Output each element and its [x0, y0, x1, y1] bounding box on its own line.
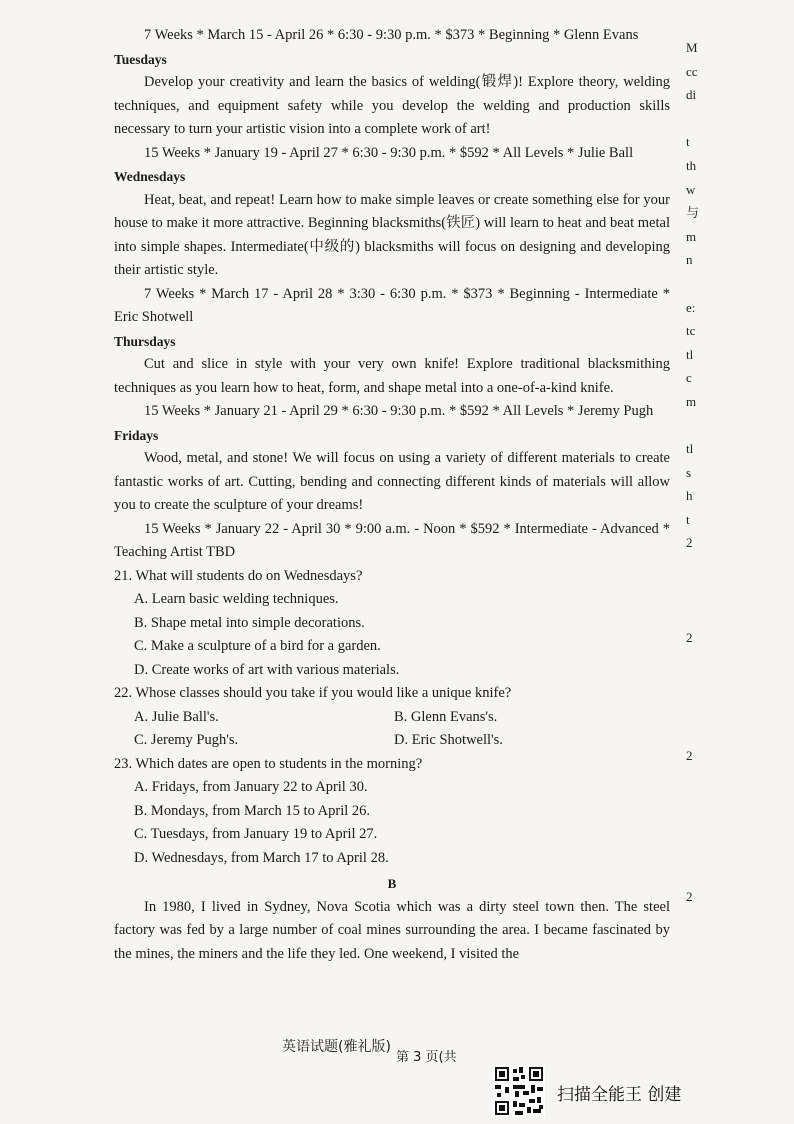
edge-fragment	[686, 697, 708, 721]
question-23: 23. Which dates are open to students in the morning?	[114, 755, 423, 772]
q23-option-d: D. Wednesdays, from March 17 to April 28.	[134, 849, 389, 866]
edge-fragment: di	[686, 87, 697, 103]
tuesday-heading: Tuesdays	[114, 51, 167, 67]
edge-fragment	[686, 602, 708, 626]
edge-fragment: h	[686, 488, 693, 504]
tuesday-info: 15 Weeks * January 19 - April 27 * 6:30 - 9:30 p.m. * $592 * All Levels * Julie Ball	[144, 144, 634, 161]
q22-options-row-2	[134, 729, 670, 753]
edge-fragment	[686, 272, 708, 296]
q23-option-c: C. Tuesdays, from January 19 to April 27.	[134, 826, 378, 842]
section-b-paragraph: In 1980, I lived in Sydney, Nova Scotia which was a dirty steel town then. The steel factory was fed by a large number of coal mines surrounding the area. I became fascinated by the mines, the miners and the life they led. One weekend, I visited the	[114, 898, 670, 962]
edge-fragment: t	[686, 511, 690, 527]
edge-fragment: s	[686, 464, 692, 480]
thursday-description: Cut and slice in style with your very own knife! Explore traditional blacksmithing techniques as you learn how to heat, form, and shape metal into a one-of-a-kind knife.	[114, 356, 670, 396]
edge-fragment: 与	[686, 205, 700, 221]
edge-fragment: cc	[686, 63, 698, 79]
edge-fragment: w	[686, 181, 696, 197]
edge-fragment	[686, 767, 708, 791]
edge-fragment: e:	[686, 299, 696, 315]
edge-fragment	[686, 414, 708, 438]
edge-fragment: 2	[686, 535, 693, 551]
qr-code-icon	[493, 1065, 545, 1117]
edge-fragment: 2	[686, 747, 693, 763]
wednesday-heading: Wednesdays	[114, 169, 186, 184]
q22-option-c: C. Jeremy Pugh's.	[134, 732, 239, 748]
edge-fragment: n	[686, 252, 693, 268]
main-column	[114, 24, 670, 966]
edge-fragment: m	[686, 393, 697, 409]
edge-fragment	[686, 720, 708, 744]
q22-option-a: A. Julie Ball's.	[134, 708, 219, 725]
q21-option-d: D. Create works of art with various materials.	[134, 661, 400, 678]
friday-description: Wood, metal, and stone! We will focus on using a variety of different materials to create fantastic works of art. Cutting, bending and connecting different kinds of materials will allow you to create the sculpture of your dreams!	[114, 450, 670, 513]
edge-fragment: tl	[686, 346, 694, 362]
edge-fragment	[686, 862, 708, 886]
adjacent-page-edge	[686, 36, 708, 909]
edge-fragment: t	[686, 134, 690, 150]
section-b-title: B	[387, 876, 397, 891]
edge-fragment	[686, 579, 708, 603]
footer-exam-label: 英语试题(雅礼版)	[282, 1039, 391, 1055]
edge-fragment: c	[686, 370, 692, 386]
q22-options-row-1	[134, 706, 670, 730]
edge-fragment	[686, 107, 708, 131]
edge-fragment: m	[686, 228, 697, 244]
scanner-watermark-text: 扫描全能王 创建	[557, 1085, 682, 1105]
edge-fragment: th	[686, 157, 697, 173]
edge-fragment: 2	[686, 629, 693, 645]
thursday-heading: Thursdays	[114, 333, 176, 349]
q21-option-a: A. Learn basic welding techniques.	[134, 591, 339, 607]
edge-fragment	[686, 838, 708, 862]
edge-fragment	[686, 649, 708, 673]
edge-fragment: M	[686, 40, 698, 55]
edge-fragment: tl	[686, 441, 694, 457]
edge-fragment: 2	[686, 889, 693, 905]
edge-fragment	[686, 791, 708, 815]
footer-page-number: 第 3 页(共	[396, 1050, 457, 1065]
wednesday-info: 7 Weeks * March 17 - April 28 * 3:30 - 6:30 p.m. * $373 * Beginning - Intermediate * Eric Shotwell	[114, 285, 670, 325]
friday-heading: Fridays	[114, 427, 159, 443]
edge-fragment	[686, 815, 708, 839]
q23-option-a: A. Fridays, from January 22 to April 30.	[134, 779, 368, 795]
edge-fragment	[686, 555, 708, 579]
monday-info: 7 Weeks * March 15 - April 26 * 6:30 - 9:30 p.m. * $373 * Beginning * Glenn Evans	[144, 27, 639, 43]
q21-option-b: B. Shape metal into simple decorations.	[134, 614, 365, 631]
question-21: 21. What will students do on Wednesdays?	[114, 567, 363, 584]
q23-option-b: B. Mondays, from March 15 to April 26.	[134, 802, 371, 819]
friday-info: 15 Weeks * January 22 - April 30 * 9:00 a.m. - Noon * $592 * Intermediate - Advanced * Teaching Artist TBD	[114, 520, 670, 560]
q22-option-d: D. Eric Shotwell's.	[394, 732, 503, 748]
q22-option-b: B. Glenn Evans's.	[394, 708, 498, 725]
thursday-info: 15 Weeks * January 21 - April 29 * 6:30 - 9:30 p.m. * $592 * All Levels * Jeremy Pugh	[144, 403, 654, 419]
question-22: 22. Whose classes should you take if you would like a unique knife?	[114, 685, 512, 701]
wednesday-description: Heat, beat, and repeat! Learn how to make simple leaves or create something else for your house to make it more attractive. Beginning blacksmiths(铁匠) will learn to heat and beat metal into simple shapes. Intermediate(中级的) blacksmiths will focus on designing and developing their artistic style.	[114, 191, 670, 278]
edge-fragment	[686, 673, 708, 697]
edge-fragment: tc	[686, 323, 696, 339]
q21-option-c: C. Make a sculpture of a bird for a garden.	[134, 638, 381, 654]
tuesday-description: Develop your creativity and learn the basics of welding(锻焊)! Explore theory, welding techniques, and equipment safety while you develop the welding and production skills necessary to turn your artistic vision into a complete work of art!	[114, 74, 670, 137]
